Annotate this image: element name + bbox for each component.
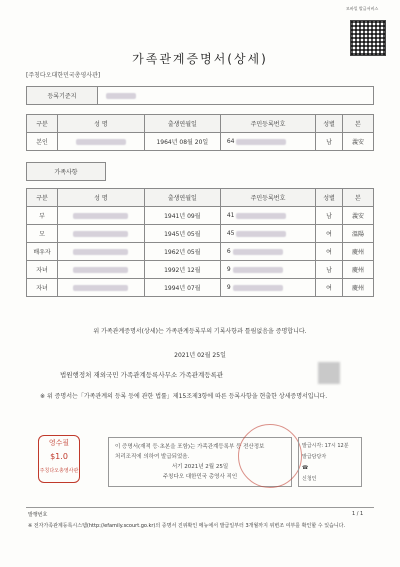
col-sex: 성별 <box>316 115 343 133</box>
registration-label: 등록기준지 <box>27 87 98 105</box>
fam-col-birth: 출생연월일 <box>144 189 220 207</box>
fam-col-id: 주민등록번호 <box>220 189 315 207</box>
self-id: 64 <box>220 133 315 151</box>
col-origin: 본 <box>342 115 373 133</box>
col-birth: 출생연월일 <box>144 115 220 133</box>
issuance-info-box: 발급시각: 17시 12분 발급담당자 ☎ 신청인 <box>298 437 362 487</box>
consul-seal <box>238 424 302 488</box>
mobile-issuance-label: 모바일 발급서비스 <box>346 6 379 11</box>
family-section-label: 가족사항 <box>27 163 106 181</box>
registration-table <box>26 86 374 105</box>
col-name: 성 명 <box>58 115 145 133</box>
fam-col-name: 성 명 <box>58 189 145 207</box>
document-title: 가족관계증명서(상세) <box>132 52 268 66</box>
certification-text: 위 가족관계증명서(상세)는 가족관계등록부의 기록사항과 틀림없음을 증명합니다. <box>93 328 307 335</box>
legal-notice: ※ 위 증명서는「가족관계의 등록 등에 관한 법률」제15조제3항에 따른 등록사항을 현출한 상세증명서입니다. <box>40 393 328 400</box>
table-row: 모 1945년 05월 45 여 溫陽 <box>27 225 374 243</box>
self-origin: 義安 <box>342 133 373 151</box>
table-row: 부 1941년 09월 41 남 義安 <box>27 207 374 225</box>
page-number: 1 / 1 <box>352 511 364 517</box>
consul-attestation-box: 이 증명서(재적 등·초본을 포함)는 가족관계등록부 등 전산정보 처리조직에 의하여 발급되었음. 서기 2021년 2월 25일 주칭다오 대한민국 총영사 직인 <box>108 437 292 487</box>
footer-divider <box>26 507 374 508</box>
self-name <box>58 133 145 151</box>
verification-note: ※ 전자가족관계등록시스템(http://efamily.scourt.go.kr)의 증명서 진위확인 메뉴에서 발급일부터 3개월까지 위변조 여부를 확인할 수 있습니다. <box>28 523 346 529</box>
fam-col-type: 구분 <box>27 189 58 207</box>
table-row: 자녀 1992년 12월 9 남 慶州 <box>27 261 374 279</box>
issuer-seal <box>318 362 340 384</box>
fee-stamp: 영수필 $1.0 주칭다오총영사관 <box>38 435 80 483</box>
col-id: 주민등록번호 <box>220 115 315 133</box>
self-sex: 남 <box>316 133 343 151</box>
col-type: 구분 <box>27 115 58 133</box>
table-row: 자녀 1994년 07월 9 여 慶州 <box>27 279 374 297</box>
self-type: 본인 <box>27 133 58 151</box>
issue-date: 2021년 02월 25일 <box>174 352 226 359</box>
self-table <box>26 114 374 151</box>
issue-number-label: 발행번호 <box>28 512 48 518</box>
family-section-label-box <box>26 162 106 181</box>
family-table <box>26 188 374 297</box>
table-row: 배우자 1962년 05월 6 여 慶州 <box>27 243 374 261</box>
issuing-office: [주칭다오대한민국총영사관] <box>26 72 101 79</box>
issuer-name: 법원행정처 재외국민 가족관계등록사무소 가족관계등록관 <box>60 371 224 379</box>
registration-value <box>98 87 374 105</box>
fam-col-sex: 성별 <box>316 189 343 207</box>
self-birth: 1964년 08월 20일 <box>144 133 220 151</box>
fam-col-origin: 본 <box>342 189 373 207</box>
